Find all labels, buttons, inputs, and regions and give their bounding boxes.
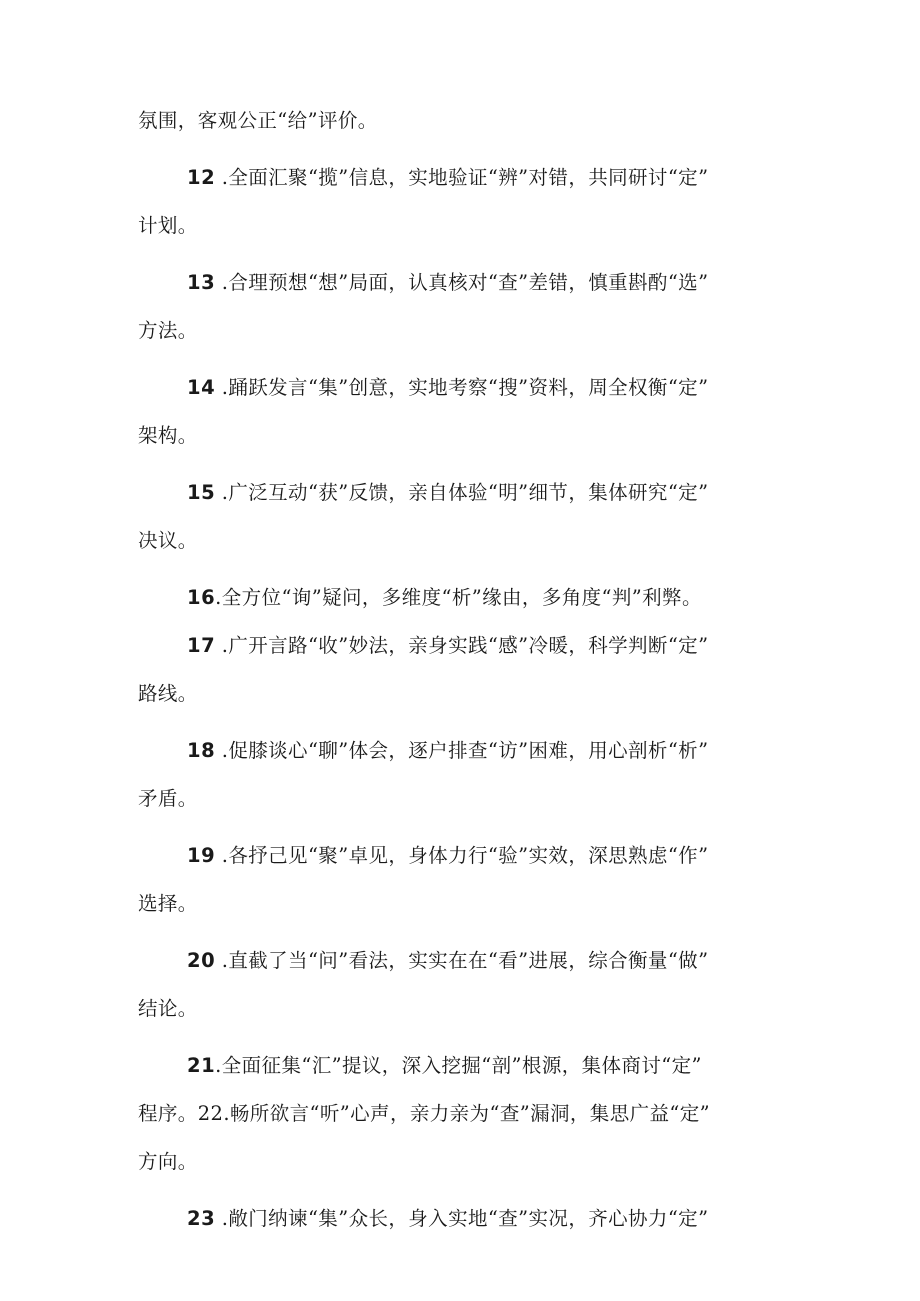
text-line: 计划。 <box>138 214 198 237</box>
item-text: .敞门纳谏“集”众长，身入实地“查”实况，齐心协力“定” <box>215 1207 709 1230</box>
item-number: 19 <box>187 844 216 867</box>
text-line: 结论。 <box>138 997 198 1020</box>
item-number: 16 <box>187 586 216 609</box>
list-item-15 <box>138 469 790 517</box>
text-line: 选择。 <box>138 892 198 915</box>
item-number: 14 <box>187 376 216 399</box>
list-item-21 <box>138 1042 790 1090</box>
item-text: .促膝谈心“聊”体会，逐户排查“访”困难，用心剖析“析” <box>215 739 709 762</box>
item-text: .踊跃发言“集”创意，实地考察“搜”资料，周全权衡“定” <box>215 376 709 399</box>
list-item-12 <box>138 154 790 202</box>
text-line: 氛围，客观公正“给”评价。 <box>138 109 378 132</box>
text-line: 程序。22.畅所欲言“听”心声，亲力亲为“查”漏洞，集思广益“定” <box>138 1102 711 1125</box>
item-number: 20 <box>187 949 216 972</box>
list-item-16 <box>138 574 790 622</box>
list-item-23 <box>138 1195 790 1243</box>
item-number: 21 <box>187 1054 216 1077</box>
text-line: 路线。 <box>138 682 198 705</box>
item-text: .全面汇聚“揽”信息，实地验证“辨”对错，共同研讨“定” <box>215 166 709 189</box>
item-text: .广开言路“收”妙法，亲身实践“感”冷暖，科学判断“定” <box>215 634 709 657</box>
item-number: 13 <box>187 271 216 294</box>
text-line: 方向。 <box>138 1150 198 1173</box>
list-item-20 <box>138 937 790 985</box>
item-text: .合理预想“想”局面，认真核对“查”差错，慎重斟酌“选” <box>215 271 709 294</box>
item-text: .全方位“询”疑问，多维度“析”缘由，多角度“判”利弊。 <box>215 586 702 609</box>
list-item-17 <box>138 622 790 670</box>
item-number: 15 <box>187 481 216 504</box>
item-text: .各抒己见“聚”卓见，身体力行“验”实效，深思熟虑“作” <box>215 844 709 867</box>
item-text: .直截了当“问”看法，实实在在“看”进展，综合衡量“做” <box>215 949 709 972</box>
text-line: 方法。 <box>138 319 198 342</box>
list-item-14 <box>138 364 790 412</box>
item-text: .全面征集“汇”提议，深入挖掘“剖”根源，集体商讨“定” <box>215 1054 702 1077</box>
body-text <box>138 97 790 1243</box>
list-item-18 <box>138 727 790 775</box>
item-number: 23 <box>187 1207 216 1230</box>
text-line: 架构。 <box>138 424 198 447</box>
list-item-13 <box>138 259 790 307</box>
item-text: .广泛互动“获”反馈，亲自体验“明”细节，集体研究“定” <box>215 481 709 504</box>
item-number: 12 <box>187 166 216 189</box>
text-line: 矛盾。 <box>138 787 198 810</box>
item-number: 17 <box>187 634 216 657</box>
list-item-19 <box>138 832 790 880</box>
text-line: 决议。 <box>138 529 198 552</box>
item-number: 18 <box>187 739 216 762</box>
